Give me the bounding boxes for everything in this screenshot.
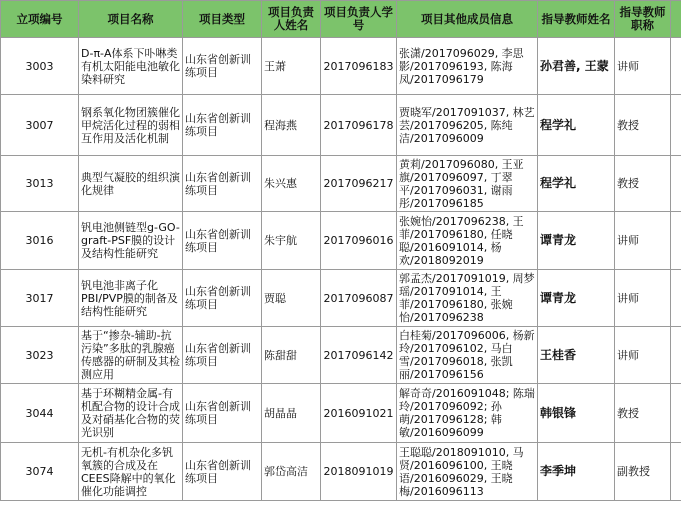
table-row — [1, 212, 681, 270]
cell-members[interactable]: 张婉怡/2017096238, 王菲/2017096180, 任晓聪/2016091014, 杨欢/2018092019 — [397, 212, 538, 270]
cell-leader-no[interactable]: 2017096087 — [321, 270, 397, 327]
cell-advisor[interactable]: 孙君善, 王蒙 — [538, 38, 615, 95]
cell-type[interactable]: 山东省创新训练项目 — [183, 443, 262, 501]
cell-advisor[interactable]: 王桂香 — [538, 327, 615, 384]
cell-leader-no[interactable]: 2017096217 — [321, 156, 397, 212]
cell-id[interactable]: 3074 — [1, 443, 79, 501]
cell-id[interactable]: 3023 — [1, 327, 79, 384]
cell-leader[interactable]: 郭岱高洁 — [262, 443, 321, 501]
col-header-leader-no[interactable]: 项目负责人学号 — [321, 1, 397, 38]
cell-name[interactable]: 钒电池侧链型g-GO-graft-PSF膜的设计及结构性能研究 — [79, 212, 183, 270]
cell-id[interactable]: 3007 — [1, 95, 79, 156]
col-header-title[interactable]: 指导教师职称 — [615, 1, 671, 38]
cell-advisor[interactable]: 谭青龙 — [538, 212, 615, 270]
col-header-members[interactable]: 项目其他成员信息 — [397, 1, 538, 38]
cell-members[interactable]: 郭孟杰/2017091019, 周梦瑶/2017091014, 王菲/2017096180, 张婉怡/2017096238 — [397, 270, 538, 327]
cell-title[interactable]: 教授 — [615, 95, 671, 156]
cell-members[interactable]: 贾晓军/2017091037, 林艺芸/2017096205, 陈纯洁/2017096009 — [397, 95, 538, 156]
cell-advisor[interactable]: 程学礼 — [538, 156, 615, 212]
table-row — [1, 384, 681, 443]
table-row — [1, 38, 681, 95]
cell-leader[interactable]: 程海燕 — [262, 95, 321, 156]
cell-title[interactable]: 讲师 — [615, 212, 671, 270]
col-header-overflow — [671, 1, 681, 38]
cell-overflow — [671, 212, 681, 270]
cell-leader[interactable]: 王萧 — [262, 38, 321, 95]
cell-title[interactable]: 教授 — [615, 384, 671, 443]
cell-type[interactable]: 山东省创新训练项目 — [183, 212, 262, 270]
table-row — [1, 270, 681, 327]
cell-name[interactable]: 钒电池非离子化PBI/PVP膜的制备及结构性能研究 — [79, 270, 183, 327]
cell-advisor[interactable]: 谭青龙 — [538, 270, 615, 327]
cell-overflow — [671, 327, 681, 384]
cell-overflow — [671, 384, 681, 443]
cell-advisor[interactable]: 韩银锋 — [538, 384, 615, 443]
cell-id[interactable]: 3016 — [1, 212, 79, 270]
cell-id[interactable]: 3013 — [1, 156, 79, 212]
cell-members[interactable]: 解奇奇/2016091048; 陈瑞玲/2017096092; 孙萌/2017096128; 韩敏/2016096099 — [397, 384, 538, 443]
table-row — [1, 443, 681, 501]
cell-name[interactable]: 基于环糊精金属-有机配合物的设计合成及对硝基化合物的荧光识别 — [79, 384, 183, 443]
cell-members[interactable]: 黄莉/2017096080, 王亚旗/2017096097, 丁翠平/2017096031, 谢雨彤/2017096185 — [397, 156, 538, 212]
cell-leader[interactable]: 朱宇航 — [262, 212, 321, 270]
cell-members[interactable]: 白桂菊/2017096006, 杨新玲/2017096102, 马白雪/2017096018, 张凯丽/2017096156 — [397, 327, 538, 384]
cell-overflow — [671, 443, 681, 501]
cell-type[interactable]: 山东省创新训练项目 — [183, 156, 262, 212]
cell-advisor[interactable]: 李季坤 — [538, 443, 615, 501]
header-row — [1, 1, 681, 38]
cell-name[interactable]: 钢系氧化物团簇催化甲烷活化过程的弱相互作用及活化机制 — [79, 95, 183, 156]
cell-title[interactable]: 副教授 — [615, 443, 671, 501]
cell-leader[interactable]: 朱兴惠 — [262, 156, 321, 212]
table-row — [1, 327, 681, 384]
col-header-name[interactable]: 项目名称 — [79, 1, 183, 38]
cell-leader-no[interactable]: 2017096183 — [321, 38, 397, 95]
cell-name[interactable]: D-π-A体系下卟啉类有机太阳能电池敏化染料研究 — [79, 38, 183, 95]
cell-members[interactable]: 张潇/2017096029, 李思影/2017096193, 陈海凤/2017096179 — [397, 38, 538, 95]
cell-id[interactable]: 3003 — [1, 38, 79, 95]
cell-overflow — [671, 156, 681, 212]
cell-leader-no[interactable]: 2017096178 — [321, 95, 397, 156]
cell-type[interactable]: 山东省创新训练项目 — [183, 384, 262, 443]
col-header-type[interactable]: 项目类型 — [183, 1, 262, 38]
cell-leader-no[interactable]: 2017096016 — [321, 212, 397, 270]
cell-leader[interactable]: 贾聪 — [262, 270, 321, 327]
cell-leader-no[interactable]: 2016091021 — [321, 384, 397, 443]
cell-id[interactable]: 3017 — [1, 270, 79, 327]
cell-name[interactable]: 基于“掺杂-辅助-抗污染”多肽的乳腺癌传感器的研制及其检测应用 — [79, 327, 183, 384]
cell-type[interactable]: 山东省创新训练项目 — [183, 270, 262, 327]
cell-title[interactable]: 教授 — [615, 156, 671, 212]
cell-leader[interactable]: 陈甜甜 — [262, 327, 321, 384]
col-header-advisor[interactable]: 指导教师姓名 — [538, 1, 615, 38]
col-header-leader[interactable]: 项目负责人姓名 — [262, 1, 321, 38]
cell-members[interactable]: 王聪聪/2018091010, 马贤/2016096100, 王晓语/2016096029, 王晓梅/2016096113 — [397, 443, 538, 501]
table-row — [1, 156, 681, 212]
cell-type[interactable]: 山东省创新训练项目 — [183, 327, 262, 384]
table-row — [1, 95, 681, 156]
cell-name[interactable]: 典型气凝胶的组织演化规律 — [79, 156, 183, 212]
cell-type[interactable]: 山东省创新训练项目 — [183, 38, 262, 95]
col-header-id[interactable]: 立项编号 — [1, 1, 79, 38]
cell-overflow — [671, 38, 681, 95]
cell-leader-no[interactable]: 2018091019 — [321, 443, 397, 501]
cell-leader-no[interactable]: 2017096142 — [321, 327, 397, 384]
cell-overflow — [671, 95, 681, 156]
cell-leader[interactable]: 胡晶晶 — [262, 384, 321, 443]
cell-title[interactable]: 讲师 — [615, 327, 671, 384]
cell-type[interactable]: 山东省创新训练项目 — [183, 95, 262, 156]
cell-id[interactable]: 3044 — [1, 384, 79, 443]
cell-overflow — [671, 270, 681, 327]
cell-advisor[interactable]: 程学礼 — [538, 95, 615, 156]
cell-title[interactable]: 讲师 — [615, 270, 671, 327]
cell-name[interactable]: 无机-有机杂化多钒氧簇的合成及在CEES降解中的氧化催化功能调控 — [79, 443, 183, 501]
cell-title[interactable]: 讲师 — [615, 38, 671, 95]
